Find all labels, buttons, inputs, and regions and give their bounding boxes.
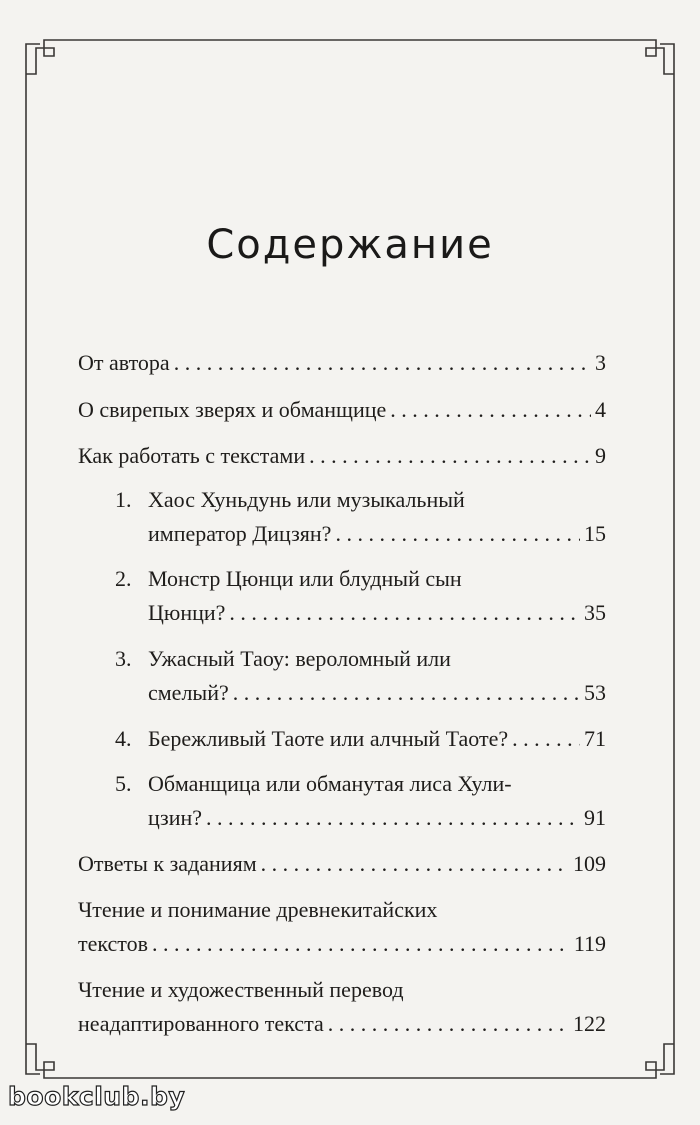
- toc-entry-page: 3: [595, 350, 606, 375]
- toc-entry-title-line2: Цюнци?: [148, 600, 226, 625]
- toc-entry-page: 122: [573, 1011, 606, 1036]
- leader-dots: [512, 726, 580, 752]
- toc-entry-page: 15: [584, 521, 606, 546]
- chapter-number: 5.: [115, 771, 132, 796]
- toc-entry-author[interactable]: [78, 350, 606, 376]
- leader-dots: [233, 680, 580, 706]
- toc-entry-title-line1: Монстр Цюнци или блудный сын: [148, 566, 462, 591]
- toc-entry-title: От автора: [78, 350, 170, 375]
- toc-entry-beasts[interactable]: [78, 397, 606, 423]
- toc-entry-title-line1: Чтение и художественный перевод: [78, 977, 404, 1002]
- toc-entry-title: О свирепых зверях и обманщице: [78, 397, 387, 422]
- toc-entry-page: 4: [595, 397, 606, 422]
- toc-entry-title-line1: Ужасный Таоу: вероломный или: [148, 646, 451, 671]
- toc-entry-page: 109: [573, 851, 606, 876]
- chapter-number: 2.: [115, 566, 132, 591]
- chapter-number: 3.: [115, 646, 132, 671]
- chapter-number: 1.: [115, 487, 132, 512]
- toc-entry-title: Ответы к заданиям: [78, 851, 257, 876]
- toc-entry-answers[interactable]: [78, 851, 606, 877]
- toc-entry-title-line2: цзин?: [148, 805, 203, 830]
- leader-dots: [261, 851, 569, 877]
- toc-entry-how-to-work[interactable]: [78, 443, 606, 469]
- leader-dots: [206, 805, 580, 831]
- toc-entry-title-line2: император Дицзян?: [148, 521, 332, 546]
- leader-dots: [328, 1011, 569, 1037]
- leader-dots: [390, 397, 591, 423]
- leader-dots: [152, 931, 570, 957]
- toc-entry-title-line1: Обманщица или обманутая лиса Хули-: [148, 771, 512, 796]
- toc-entry-title-line2: смелый?: [148, 680, 229, 705]
- page-title: Содержание: [206, 222, 494, 268]
- leader-dots: [174, 350, 591, 376]
- watermark: bookclub.by: [8, 1082, 186, 1111]
- toc-entry-page: 119: [573, 931, 606, 956]
- toc-entry-title-line1: Чтение и понимание древнекитайских: [78, 897, 438, 922]
- toc-entry-title: Как работать с текстами: [78, 443, 306, 468]
- leader-dots: [309, 443, 591, 469]
- toc-entry-title-line2: текстов: [78, 931, 148, 956]
- toc-entry-title-line2: неадаптированного текста: [78, 1011, 324, 1036]
- toc-entry-page: 53: [584, 680, 606, 705]
- toc-entry-title-line1: Хаос Хуньдунь или музыкальный: [148, 487, 465, 512]
- toc-entry-page: 91: [584, 805, 606, 830]
- chapter-number: 4.: [115, 726, 132, 751]
- toc-entry-page: 71: [584, 726, 606, 751]
- toc-entry-title: Бережливый Таоте или алчный Таоте?: [148, 726, 509, 751]
- toc-entry-page: 35: [584, 600, 606, 625]
- leader-dots: [335, 521, 580, 547]
- toc-entry-page: 9: [595, 443, 606, 468]
- leader-dots: [229, 600, 580, 626]
